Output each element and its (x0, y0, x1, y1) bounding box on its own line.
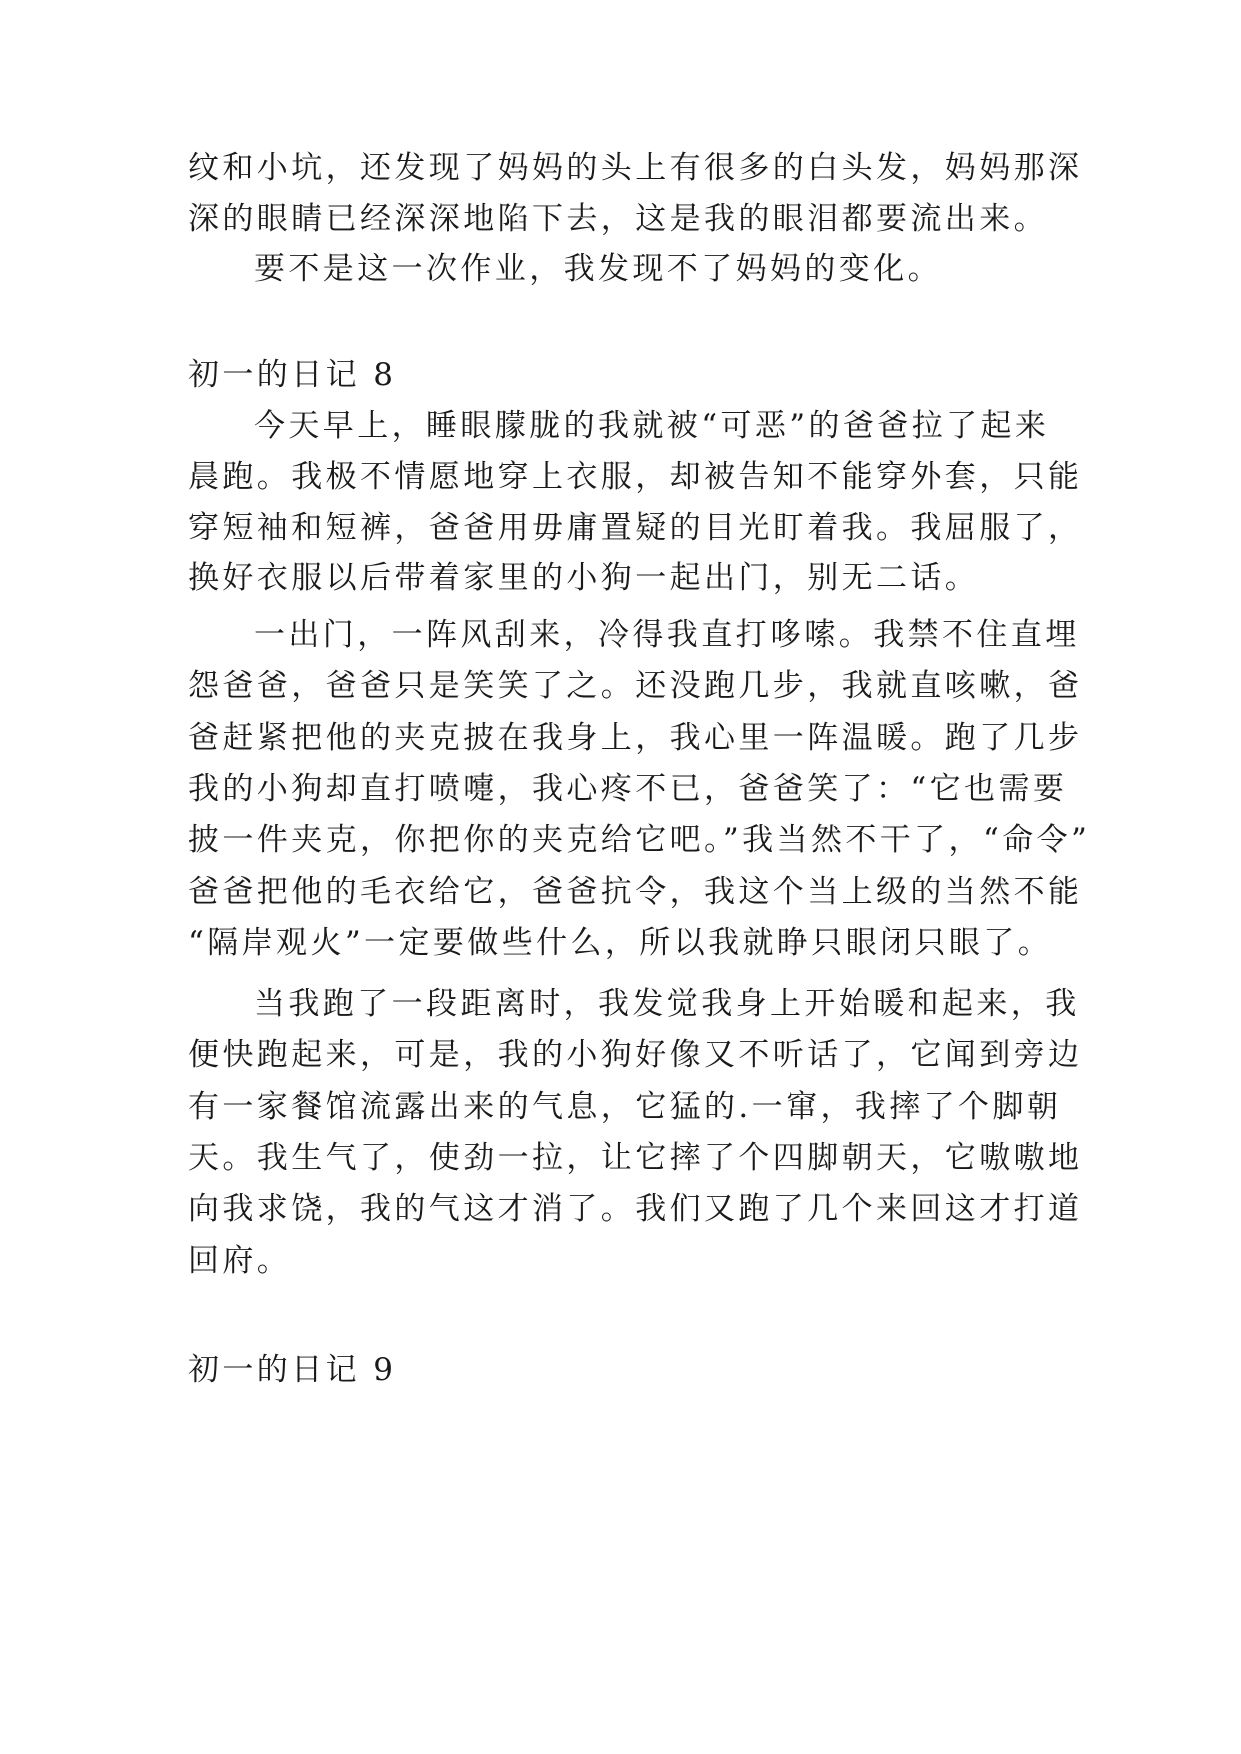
paragraph-line: 今天早上，睡眼朦胧的我就被“可恶”的爸爸拉了起来 (254, 408, 1050, 444)
paragraph-line: 纹和小坑，还发现了妈妈的头上有很多的白头发，妈妈那深 (188, 150, 1083, 186)
paragraph-line: 爸赶紧把他的夹克披在我身上，我心里一阵温暖。跑了几步 (188, 720, 1083, 756)
section-heading: 初一的日记 8 (188, 357, 397, 393)
paragraph-line: 一出门，一阵风刮来，冷得我直打哆嗦。我禁不住直埋 (254, 617, 1080, 653)
paragraph-line: 穿短袖和短裤，爸爸用毋庸置疑的目光盯着我。我屈服了， (188, 510, 1083, 546)
paragraph-line: 回府。 (188, 1243, 292, 1279)
paragraph-line: 有一家餐馆流露出来的气息，它猛的.一窜，我摔了个脚朝 (188, 1089, 1062, 1125)
paragraph-line: 披一件夹克，你把你的夹克给它吧。”我当然不干了，“命令” (188, 822, 1091, 858)
section-heading: 初一的日记 9 (188, 1352, 397, 1388)
paragraph-line: 怨爸爸，爸爸只是笑笑了之。还没跑几步，我就直咳嗽，爸 (188, 668, 1083, 704)
paragraph-line: 深的眼睛已经深深地陷下去，这是我的眼泪都要流出来。 (188, 201, 1048, 237)
paragraph-line: 换好衣服以后带着家里的小狗一起出门，别无二话。 (188, 560, 980, 596)
paragraph-line: “隔岸观火”一定要做些什么，所以我就睁只眼闭只眼了。 (188, 925, 1053, 961)
paragraph-line: 我的小狗却直打喷嚏，我心疼不已，爸爸笑了：“它也需要 (188, 771, 1068, 807)
paragraph-line: 便快跑起来，可是，我的小狗好像又不听话了，它闻到旁边 (188, 1037, 1083, 1073)
paragraph-line: 要不是这一次作业，我发现不了妈妈的变化。 (254, 251, 942, 287)
paragraph-line: 当我跑了一段距离时，我发觉我身上开始暖和起来，我 (254, 986, 1080, 1022)
paragraph-line: 天。我生气了，使劲一拉，让它摔了个四脚朝天，它嗷嗷地 (188, 1140, 1083, 1176)
paragraph-line: 晨跑。我极不情愿地穿上衣服，却被告知不能穿外套，只能 (188, 459, 1083, 495)
paragraph-line: 爸爸把他的毛衣给它，爸爸抗令，我这个当上级的当然不能 (188, 874, 1083, 910)
paragraph-line: 向我求饶，我的气这才消了。我们又跑了几个来回这才打道 (188, 1191, 1083, 1227)
